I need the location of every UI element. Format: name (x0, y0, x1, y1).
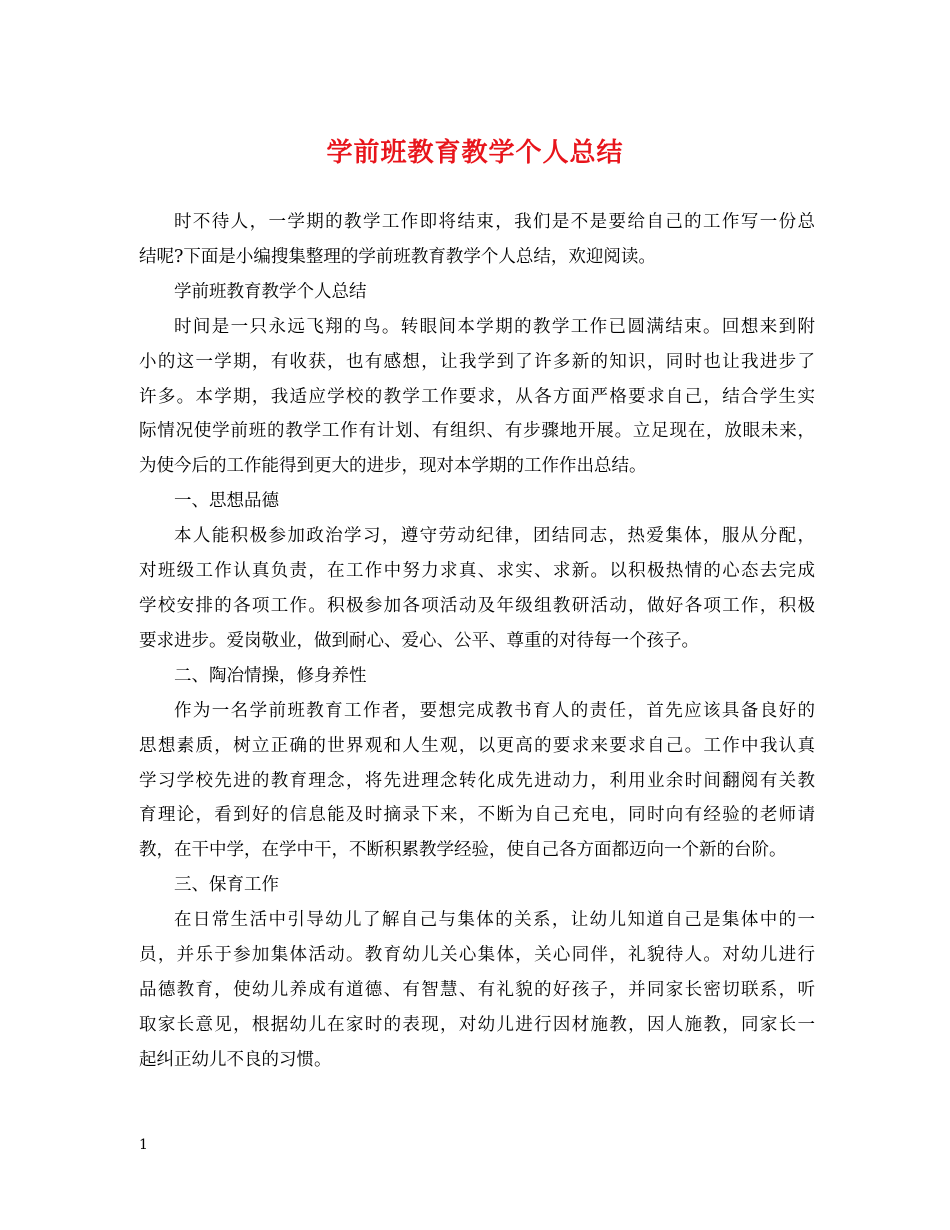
paragraph-line: 学校安排的各项工作。积极参加各项活动及年级组教研活动，做好各项工作，积极 (139, 595, 815, 616)
paragraph-intro (139, 205, 815, 275)
paragraph-opening (139, 310, 815, 485)
paragraph-line: 品德教育，使幼儿养成有道德、有智慧、有礼貌的好孩子，并同家长密切联系，听 (139, 979, 815, 1000)
document-body (139, 205, 815, 1078)
paragraph-line: 育理论，看到好的信息能及时摘录下来，不断为自己充电，同时向有经验的老师请 (139, 805, 815, 826)
paragraph-line: 为使今后的工作能得到更大的进步，现对本学期的工作作出总结。 (139, 456, 647, 477)
paragraph-line: 思想素质，树立正确的世界观和人生观，以更高的要求来要求自己。工作中我认真 (139, 735, 815, 756)
paragraph-subtitle (139, 275, 815, 310)
paragraph-line: 学习学校先进的教育理念，将先进理念转化成先进动力，利用业余时间翻阅有关教 (139, 770, 815, 791)
section-heading-1 (139, 484, 815, 519)
page-number: 1 (139, 1137, 148, 1153)
paragraph-line: 结呢?下面是小编搜集整理的学前班教育教学个人总结，欢迎阅读。 (139, 246, 656, 267)
paragraph-line: 时间是一只永远飞翔的鸟。转眼间本学期的教学工作已圆满结束。回想来到附 (174, 316, 815, 337)
paragraph-line: 员，并乐于参加集体活动。教育幼儿关心集体，关心同伴，礼貌待人。对幼儿进行 (139, 945, 815, 966)
paragraph-line: 小的这一学期，有收获，也有感想，让我学到了许多新的知识，同时也让我进步了 (139, 351, 815, 372)
paragraph-line: 三、保育工作 (174, 875, 279, 896)
paragraph-section-3 (139, 903, 815, 1078)
paragraph-line: 对班级工作认真负责，在工作中努力求真、求实、求新。以积极热情的心态去完成 (139, 561, 815, 582)
paragraph-line: 起纠正幼儿不良的习惯。 (139, 1049, 332, 1070)
paragraph-line: 际情况使学前班的教学工作有计划、有组织、有步骤地开展。立足现在，放眼未来， (139, 421, 815, 442)
paragraph-line: 二、陶冶情操，修身养性 (174, 665, 367, 686)
paragraph-line: 本人能积极参加政治学习，遵守劳动纪律，团结同志，热爱集体，服从分配， (174, 526, 815, 547)
paragraph-line: 许多。本学期，我适应学校的教学工作要求，从各方面严格要求自己，结合学生实 (139, 386, 815, 407)
section-heading-3 (139, 868, 815, 903)
paragraph-section-2 (139, 694, 815, 869)
paragraph-line: 一、思想品德 (174, 491, 279, 512)
paragraph-line: 取家长意见，根据幼儿在家时的表现，对幼儿进行因材施教，因人施教，同家长一 (139, 1014, 815, 1035)
paragraph-section-1 (139, 519, 815, 659)
paragraph-line: 在日常生活中引导幼儿了解自己与集体的关系，让幼儿知道自己是集体中的一 (174, 910, 815, 931)
paragraph-line: 教，在干中学，在学中干，不断积累教学经验，使自己各方面都迈向一个新的台阶。 (139, 840, 787, 861)
paragraph-line: 要求进步。爱岗敬业，做到耐心、爱心、公平、尊重的对待每一个孩子。 (139, 630, 699, 651)
section-heading-2 (139, 659, 815, 694)
paragraph-line: 作为一名学前班教育工作者，要想完成教书育人的责任，首先应该具备良好的 (174, 700, 815, 721)
document-title: 学前班教育教学个人总结 (326, 138, 624, 168)
paragraph-line: 时不待人，一学期的教学工作即将结束，我们是不是要给自己的工作写一份总 (174, 212, 815, 232)
paragraph-line: 学前班教育教学个人总结 (174, 281, 367, 302)
